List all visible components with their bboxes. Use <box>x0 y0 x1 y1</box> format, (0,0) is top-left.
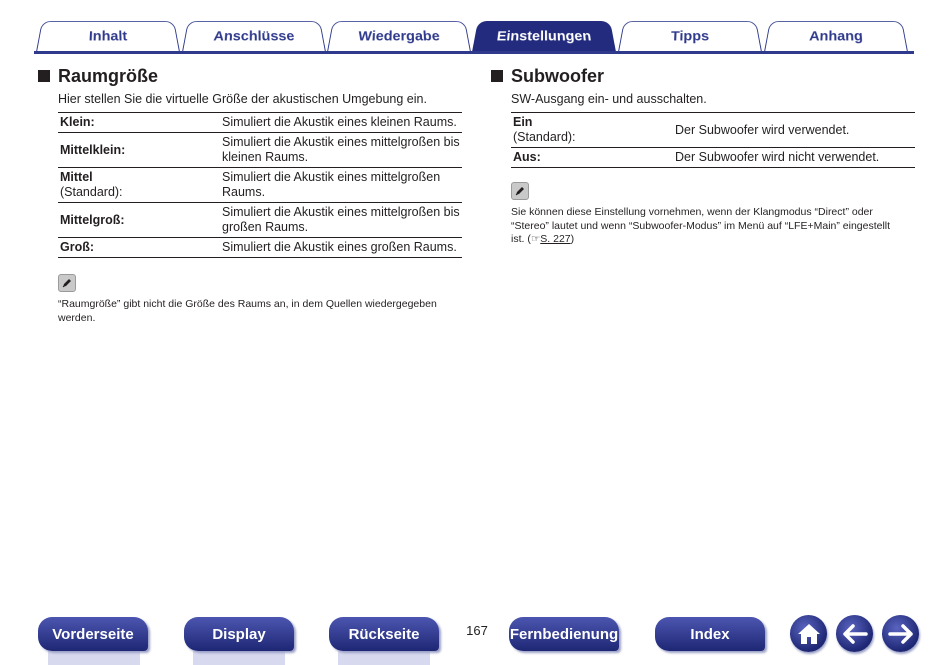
tab-inhalt[interactable] <box>36 21 180 52</box>
option-key: Mittelgroß: <box>58 203 220 238</box>
section-title: Subwoofer <box>511 65 604 86</box>
tab-wiedergabe[interactable] <box>327 21 471 52</box>
tab-label: Anschlüsse <box>212 28 296 45</box>
forward-button[interactable] <box>882 615 919 652</box>
hand-pointer-icon: ☞ <box>530 233 541 245</box>
option-desc: Der Subwoofer wird verwendet. <box>673 113 915 148</box>
nav-button-vorderseite[interactable]: Vorderseite <box>38 617 148 651</box>
option-desc: Simuliert die Akustik eines mittelgroßen bis großen Raums. <box>220 203 462 238</box>
option-desc: Simuliert die Akustik eines mittelgroßen bis kleinen Raums. <box>220 133 462 168</box>
table-row <box>58 238 462 258</box>
tab-bar <box>0 0 950 56</box>
option-key: Klein: <box>58 113 220 133</box>
button-shadow <box>193 651 285 665</box>
arrow-left-icon <box>842 624 868 644</box>
square-bullet-icon <box>491 70 503 82</box>
button-shadow <box>48 651 140 665</box>
tab-label: Anhang <box>808 28 864 45</box>
home-button[interactable] <box>790 615 827 652</box>
section-subtitle: Hier stellen Sie die virtuelle Größe der akustischen Umgebung ein. <box>58 92 427 106</box>
tab-label: Tipps <box>670 28 710 45</box>
button-shadow <box>338 651 430 665</box>
tab-label: Einstellungen <box>495 28 593 45</box>
options-table <box>511 112 915 168</box>
tab-tipps[interactable] <box>618 21 762 52</box>
note-block <box>511 182 895 247</box>
table-row <box>58 168 462 203</box>
options-table <box>58 112 462 258</box>
table-row <box>58 113 462 133</box>
section-heading <box>38 64 442 88</box>
tab-label: Inhalt <box>88 28 128 45</box>
option-key: Mittel (Standard): <box>58 168 220 203</box>
tab-underline <box>34 51 914 54</box>
tab-anhang[interactable] <box>764 21 908 52</box>
section-subwoofer <box>491 64 895 247</box>
section-subtitle: SW-Ausgang ein- und ausschalten. <box>511 92 707 106</box>
option-desc: Simuliert die Akustik eines mittelgroßen Raums. <box>220 168 462 203</box>
option-key: Groß: <box>58 238 220 258</box>
home-icon <box>796 622 822 646</box>
tab-label: Wiedergabe <box>357 28 441 45</box>
note-text: Sie können diese Einstellung vornehmen, wenn der Klangmodus “Direct” oder “Stereo” lautet und wenn “Subwoofer-Modus” im Menü auf “LFE+Main” eingestellt ist. (☞S. 227) <box>511 206 891 245</box>
option-key: Mittelklein: <box>58 133 220 168</box>
page-number: 167 <box>466 623 488 638</box>
nav-button-fernbedienung[interactable]: Fernbedienung <box>509 617 619 651</box>
pencil-icon <box>511 182 529 200</box>
note-block <box>58 274 442 325</box>
option-default: (Standard): <box>60 185 123 199</box>
page-reference-link[interactable]: S. 227 <box>540 233 571 245</box>
table-row <box>511 148 915 168</box>
nav-button-rueckseite[interactable]: Rückseite <box>329 617 439 651</box>
option-desc: Simuliert die Akustik eines kleinen Raums. <box>220 113 462 133</box>
tab-anschluesse[interactable] <box>182 21 326 52</box>
arrow-right-icon <box>888 624 914 644</box>
option-desc: Simuliert die Akustik eines großen Raums. <box>220 238 462 258</box>
back-button[interactable] <box>836 615 873 652</box>
pencil-icon <box>58 274 76 292</box>
option-desc: Der Subwoofer wird nicht verwendet. <box>673 148 915 168</box>
option-default: (Standard): <box>513 130 576 144</box>
note-text: “Raumgröße” gibt nicht die Größe des Raums an, in dem Quellen wiedergegeben werden. <box>58 298 437 324</box>
tab-einstellungen[interactable] <box>472 21 616 52</box>
option-key: Aus: <box>511 148 673 168</box>
table-row <box>58 133 462 168</box>
section-raumgroesse <box>38 64 460 325</box>
option-key: Ein (Standard): <box>511 113 673 148</box>
section-title: Raumgröße <box>58 65 159 86</box>
table-row <box>511 113 915 148</box>
nav-button-index[interactable]: Index <box>655 617 765 651</box>
section-heading <box>491 64 895 88</box>
nav-button-display[interactable]: Display <box>184 617 294 651</box>
square-bullet-icon <box>38 70 50 82</box>
table-row <box>58 203 462 238</box>
